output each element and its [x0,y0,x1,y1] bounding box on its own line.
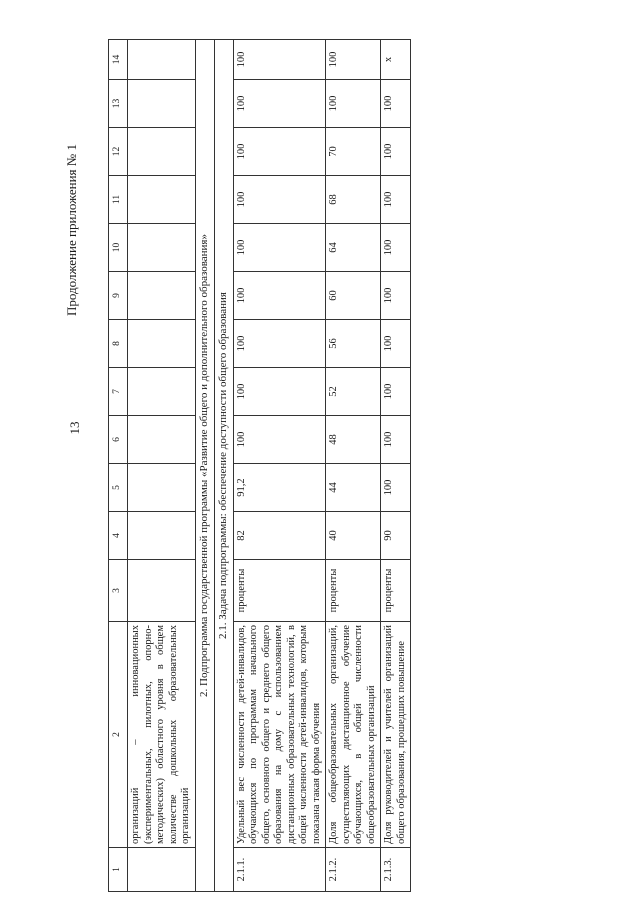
header-cell: 6 [109,416,128,464]
table-row [128,40,196,892]
value-cell: 100 [381,176,411,224]
header-cell: 1 [109,848,128,892]
value-cell: 100 [233,272,326,320]
row-unit: проценты [326,560,381,622]
header-cell: 5 [109,464,128,512]
continuation-heading: Продолжение приложения № 1 [64,144,79,316]
value-cell: 100 [326,80,381,128]
task-row [214,40,233,892]
row-description: организаций – инновационных (экспериментальных, пилотных, опорно-методических) областного уровня в общем количестве дошкольных образовательных организаций [128,622,196,848]
value-cell: 82 [233,512,326,560]
row-description: Удельный вес численности детей-инвалидов, обучающихся по программам начального общего, основного общего и среднего общего образования на дому с использованием дистанционных образовательных технологий, в общей численности детей-инвалидов, которым показана такая форма обучения [233,622,326,848]
header-cell: 11 [109,176,128,224]
value-cell: 48 [326,416,381,464]
value-cell: 68 [326,176,381,224]
subprogram-title: 2. Подпрограмма государственной программы «Развитие общего и дополнительного образования» [195,40,214,892]
value-cell: 100 [233,176,326,224]
value-cell: 56 [326,320,381,368]
page-number: 13 [67,421,82,435]
value-cell: 100 [381,272,411,320]
header-cell: 2 [109,622,128,848]
value-cell: 100 [233,368,326,416]
value-cell: 100 [381,416,411,464]
header-cell: 3 [109,560,128,622]
row-unit: проценты [381,560,411,622]
task-title: 2.1. Задача подпрограммы: обеспечение доступности общего образования [214,40,233,892]
value-cell: 100 [233,128,326,176]
header-cell: 14 [109,40,128,80]
value-cell: 60 [326,272,381,320]
row-description: Доля общеобразовательных организаций, осуществляющих дистанционное обучение обучающихся, в общей численности общеобразовательных организаций [326,622,381,848]
row-unit: проценты [233,560,326,622]
value-cell: 52 [326,368,381,416]
row-description: Доля руководителей и учителей организаций общего образования, прошедших повышение [381,622,411,848]
value-cell: 100 [233,80,326,128]
row-number [128,848,196,892]
row-number: 2.1.2. [326,848,381,892]
subprogram-row [195,40,214,892]
header-cell: 9 [109,272,128,320]
value-cell: 90 [381,512,411,560]
rotated-table-container [108,42,528,892]
value-cell: 100 [381,320,411,368]
value-cell: 64 [326,224,381,272]
value-cell: 100 [326,40,381,80]
value-cell: 100 [381,464,411,512]
value-cell: 91,2 [233,464,326,512]
value-cell: 100 [381,80,411,128]
value-cell: 100 [233,40,326,80]
value-cell: 70 [326,128,381,176]
value-cell: 100 [381,368,411,416]
header-cell: 13 [109,80,128,128]
value-cell: 100 [233,224,326,272]
table-row [381,40,411,892]
value-cell: 100 [381,128,411,176]
header-cell: 12 [109,128,128,176]
header-cell: 10 [109,224,128,272]
value-cell: х [381,40,411,80]
indicators-table [108,39,411,892]
row-number: 2.1.1. [233,848,326,892]
header-cell: 8 [109,320,128,368]
value-cell: 44 [326,464,381,512]
value-cell: 100 [381,224,411,272]
header-cell: 7 [109,368,128,416]
value-cell: 100 [233,320,326,368]
header-cell: 4 [109,512,128,560]
value-cell: 40 [326,512,381,560]
value-cell: 100 [233,416,326,464]
row-number: 2.1.3. [381,848,411,892]
column-number-row [109,40,128,892]
table-row [326,40,381,892]
table-row [233,40,326,892]
